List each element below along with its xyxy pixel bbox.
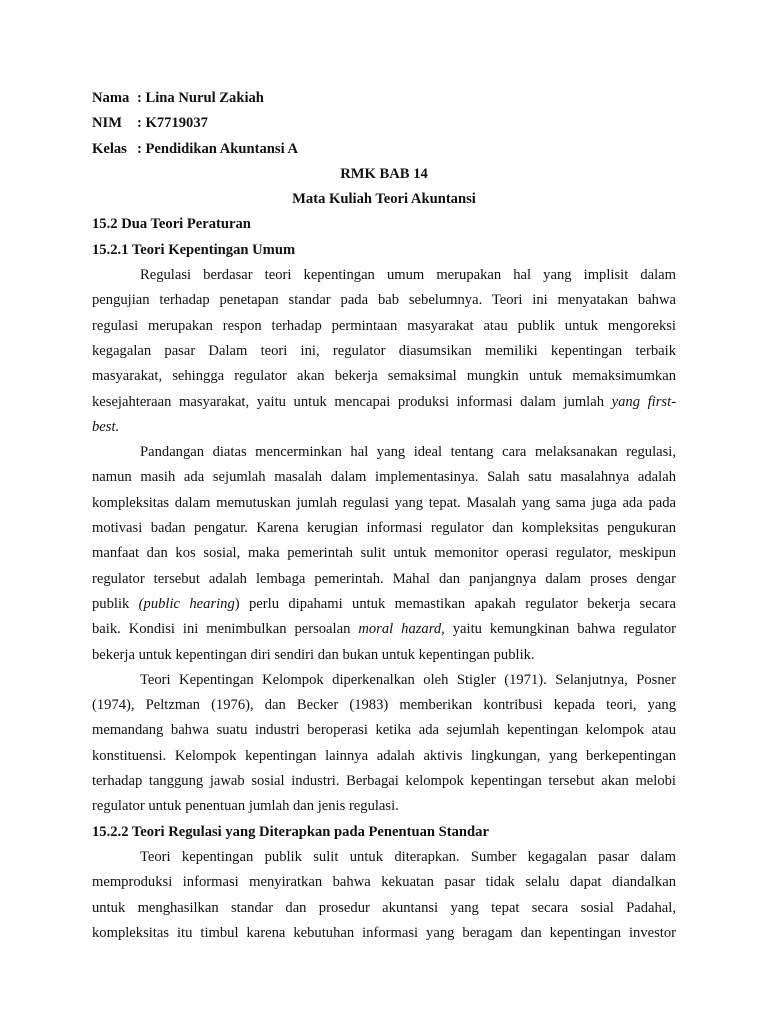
paragraph-line: Regulasi berdasar teori kepentingan umum merupakan hal yang implisit dalam [140,267,676,284]
paragraph-line: motivasi badan pengatur. Karena kerugian informasi regulator dan kompleksitas pengukuran [92,520,676,537]
paragraph-line: konstituensi. Kelompok kepentingan lainnya adalah aktivis lingkungan, yang berkepentingan [92,747,676,764]
paragraph-4 [92,845,676,946]
text-run: , yaitu kemungkinan bahwa regulator [441,621,676,638]
paragraph-line: regulator untuk penentuan jumlah dan jenis regulasi. [92,798,399,815]
italic-run: best. [92,418,120,435]
paragraph-line: Pandangan diatas mencerminkan hal yang ideal tentang cara melaksanakan regulasi, [140,444,676,461]
section-heading: 15.2 Dua Teori Peraturan [92,216,251,233]
paragraph-line: pengujian terhadap penetapan standar pada bab sebelumnya. Teori ini menyatakan bahwa [92,292,676,309]
paragraph-line [92,415,676,440]
italic-run: (public hearing [138,595,235,612]
header-nama [92,86,676,111]
paragraph-line: regulator tersebut adalah lembaga pemerintah. Mahal dan panjangnya dalam proses dengar [92,570,676,587]
paragraph-line: terhadap tanggung jawab sosial industri. Berbagai kelompok kepentingan tersebut akan melobi [92,773,676,790]
nama-label: Nama [92,90,130,106]
paragraph-line: bekerja untuk kepentingan diri sendiri dan bukan untuk kepentingan publik. [92,646,535,663]
paragraph-line: masyarakat, sehingga regulator akan bekerja semaksimal mungkin untuk memaksimumkan [92,368,676,385]
paragraph-line: untuk menghasilkan standar dan prosedur akuntansi yang tepat secara sosial Padahal, [92,899,676,916]
paragraph-line [92,617,676,642]
document-subtitle: Mata Kuliah Teori Akuntansi [292,191,476,208]
italic-run: moral hazard [358,621,442,638]
subsection-heading-1: 15.2.1 Teori Kepentingan Umum [92,241,296,258]
paragraph-line: memandang bahwa suatu industri beroperasi ketika ada sejumlah kepentingan kelompok atau [92,722,676,739]
document-title: RMK BAB 14 [340,165,428,182]
paragraph-line: memproduksi informasi menyiratkan bahwa kekuatan pasar tidak selalu dapat diandalkan [92,874,676,891]
paragraph-line [92,592,676,617]
header-kelas [92,137,676,162]
text-run: ) perlu dipahami untuk memastikan apakah regulator bekerja secara [234,595,676,612]
paragraph-line: regulasi merupakan respon terhadap permintaan masyarakat atau publik untuk mengoreksi [92,317,676,334]
paragraph-2 [92,440,676,668]
kelas-label: Kelas [92,140,127,157]
paragraph-line: kegagalan pasar Dalam teori ini, regulator diasumsikan memiliki kepentingan terbaik [92,342,676,359]
paragraph-line: kompleksitas dalam memutuskan jumlah regulasi yang tepat. Masalah yang sama juga ada pada [92,494,676,511]
paragraph-1 [92,263,676,440]
nim-value: : K7719037 [137,115,208,132]
paragraph-line: Teori kepentingan publik sulit untuk diterapkan. Sumber kegagalan pasar dalam [140,848,676,865]
document-page [92,86,676,946]
paragraph-line [92,390,676,415]
text-run: baik. Kondisi ini menimbulkan persoalan [92,621,351,638]
text-run: kesejahteraan masyarakat, yaitu untuk mencapai produksi informasi dalam jumlah [92,393,604,410]
paragraph-line: manfaat dan kos sosial, maka pemerintah sulit untuk memonitor operasi regulator, meskipun [92,545,676,562]
paragraph-3 [92,668,676,820]
paragraph-line: (1974), Peltzman (1976), dan Becker (1983) memberikan kontribusi kepada teori, yang [92,697,676,714]
paragraph-line: namun masih ada sejumlah masalah dalam implementasinya. Salah satu masalahnya adalah [92,469,676,486]
paragraph-line: kompleksitas itu timbul karena kebutuhan informasi yang beragam dan kepentingan investor [92,924,676,941]
text-run: publik [92,595,130,612]
nim-label: NIM [92,115,122,132]
nama-value: : Lina Nurul Zakiah [137,90,264,106]
header-nim [92,111,676,136]
paragraph-line: Teori Kepentingan Kelompok diperkenalkan oleh Stigler (1971). Selanjutnya, Posner [140,671,676,688]
subsection-heading-2: 15.2.2 Teori Regulasi yang Diterapkan pada Penentuan Standar [92,823,489,840]
italic-run: yang first- [611,393,676,410]
kelas-value: : Pendidikan Akuntansi A [137,140,299,157]
